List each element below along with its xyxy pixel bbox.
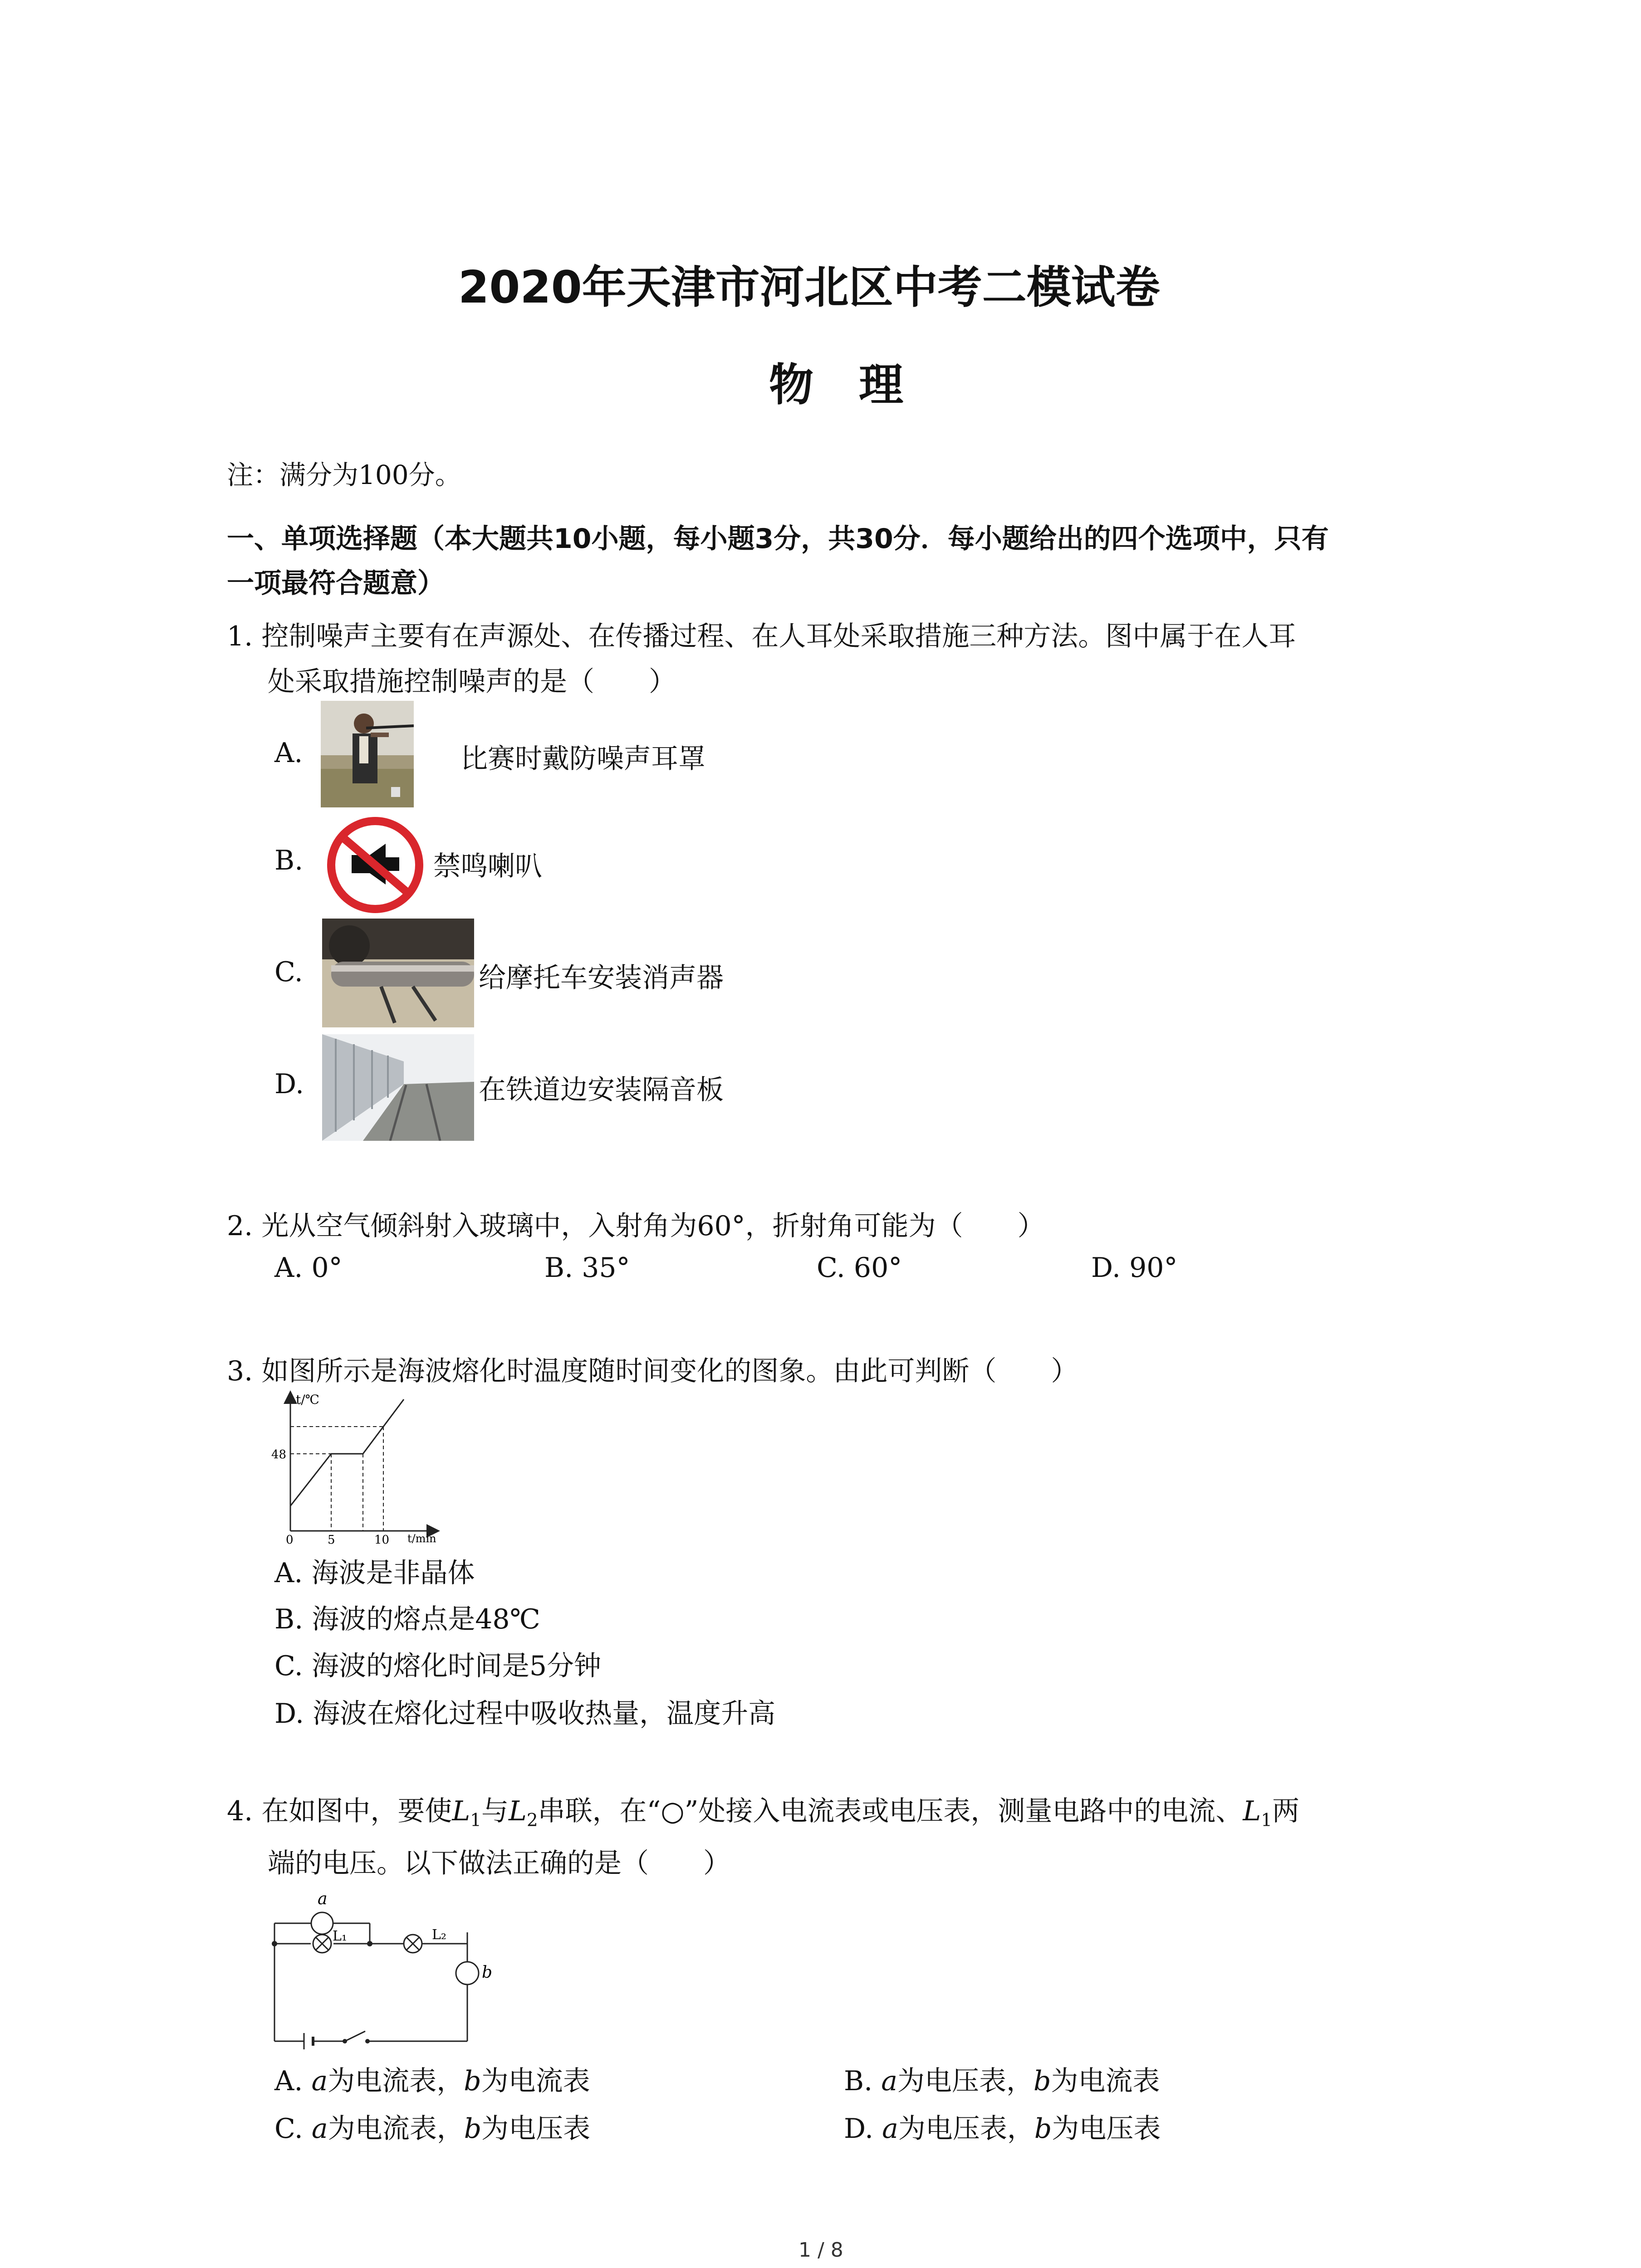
circuit-meter-a-label: a: [318, 1890, 328, 1908]
q1-option-b-letter: B.: [274, 845, 304, 876]
q2-option-c-letter: C.: [817, 1252, 845, 1284]
q3-option-a: [274, 1551, 475, 1590]
motorcycle-muffler-image: [322, 919, 474, 1027]
temperature-time-graph: [268, 1390, 449, 1545]
q1-option-c-letter: C.: [274, 956, 303, 988]
q4-stem-line2: 端的电压。以下做法正确的是（ ）: [268, 1848, 730, 1879]
q1-option-b-text: 禁鸣喇叭: [433, 850, 542, 882]
q1-option-d-photo: [322, 1034, 474, 1141]
q4-option-a: A. a为电流表，b为电流表: [274, 2065, 590, 2097]
q1-option-c-photo: [322, 919, 474, 1027]
q3-option-d-letter: D.: [274, 1698, 304, 1730]
q2-option-a-letter: A.: [274, 1252, 303, 1284]
q1-option-b-sign: [327, 816, 424, 914]
circuit-lamp2-label: L₂: [432, 1927, 446, 1943]
q3-option-a-text: 海波是非晶体: [311, 1557, 475, 1589]
q2-option-b: [544, 1252, 630, 1284]
score-note: 注：满分为100分。: [227, 459, 461, 490]
q4-option-c: C. a为电流表，b为电压表: [274, 2113, 591, 2145]
q2-option-d-letter: D.: [1091, 1252, 1121, 1284]
q1-stem-line1: 1. 控制噪声主要有在声源处、在传播过程、在人耳处采取措施三种方法。图中属于在人耳: [227, 621, 1296, 652]
subject-title: 物理: [769, 359, 949, 411]
no-horn-sign-icon: [327, 816, 424, 914]
q3-stem: 3. 如图所示是海波熔化时温度随时间变化的图象。由此可判断（ ）: [227, 1355, 1078, 1387]
q2-option-b-text: 35°: [582, 1252, 630, 1284]
q2-option-c-text: 60°: [853, 1252, 902, 1284]
railway-sound-barrier-image: [322, 1034, 474, 1141]
q3-option-c: [274, 1644, 601, 1683]
circuit-lamp1-label: L₁: [333, 1928, 347, 1944]
graph-origin-label: 0: [286, 1533, 294, 1545]
q2-stem: 2. 光从空气倾斜射入玻璃中，入射角为60°，折射角可能为（ ）: [227, 1210, 1045, 1242]
q1-option-a-letter: A.: [274, 737, 303, 769]
graph-temperature-line: [290, 1399, 404, 1506]
q2-option-d: [1091, 1252, 1177, 1284]
shooter-image: [321, 701, 414, 807]
q2-option-a-text: 0°: [311, 1252, 343, 1284]
graph-x-axis-label: t/min: [407, 1532, 436, 1545]
q4-option-b: B. a为电压表，b为电流表: [844, 2065, 1160, 2097]
q2-option-d-text: 90°: [1129, 1252, 1178, 1284]
q1-stem-line2: 处采取措施控制噪声的是（ ）: [268, 666, 676, 698]
q1-option-a-photo: [321, 701, 414, 807]
q3-option-c-text: 海波的熔化时间是5分钟: [311, 1650, 602, 1682]
exam-title: 2020年天津市河北区中考二模试卷: [458, 262, 1160, 313]
q3-option-c-letter: C.: [274, 1650, 303, 1682]
q4-option-d: D. a为电压表，b为电压表: [844, 2113, 1161, 2145]
q1-option-d-text: 在铁道边安装隔音板: [479, 1074, 724, 1106]
q4-stem-line1: 4. 在如图中，要使$L_1$与$L_2$串联，在“○”处接入电流表或电压表，测量电路中的电流、$L_1$两: [227, 1795, 1300, 1831]
page-number: 1 / 8: [798, 2239, 843, 2262]
graph-y-axis-label: t/℃: [296, 1392, 320, 1407]
q1-option-c-text: 给摩托车安装消声器: [479, 962, 724, 994]
section-heading-line2: 一项最符合题意）: [227, 567, 445, 599]
q3-option-a-letter: A.: [274, 1557, 303, 1589]
q3-option-b: [274, 1598, 540, 1637]
q3-option-d: [274, 1692, 775, 1731]
q1-option-d-letter: D.: [274, 1068, 304, 1100]
section-heading-line1: 一、单项选择题（本大题共10小题，每小题3分，共30分．每小题给出的四个选项中，只有: [227, 523, 1329, 555]
q3-option-b-letter: B.: [274, 1603, 304, 1635]
graph-y-tick-48: 48: [271, 1448, 287, 1461]
graph-x-tick-5: 5: [328, 1533, 335, 1545]
q3-melting-graph: [268, 1390, 449, 1545]
q2-option-b-letter: B.: [544, 1252, 573, 1284]
q3-option-d-text: 海波在熔化过程中吸收热量，温度升高: [313, 1698, 776, 1730]
q4-circuit-diagram: [268, 1882, 504, 2050]
graph-x-tick-10: 10: [374, 1533, 390, 1545]
q1-option-a-text: 比赛时戴防噪声耳罩: [460, 743, 705, 775]
circuit-meter-b-label: b: [482, 1963, 493, 1982]
series-circuit-diagram: [268, 1882, 504, 2050]
q3-option-b-text: 海波的熔点是48℃: [312, 1603, 540, 1635]
q2-option-c: [817, 1252, 902, 1284]
q2-option-a: [274, 1252, 343, 1284]
